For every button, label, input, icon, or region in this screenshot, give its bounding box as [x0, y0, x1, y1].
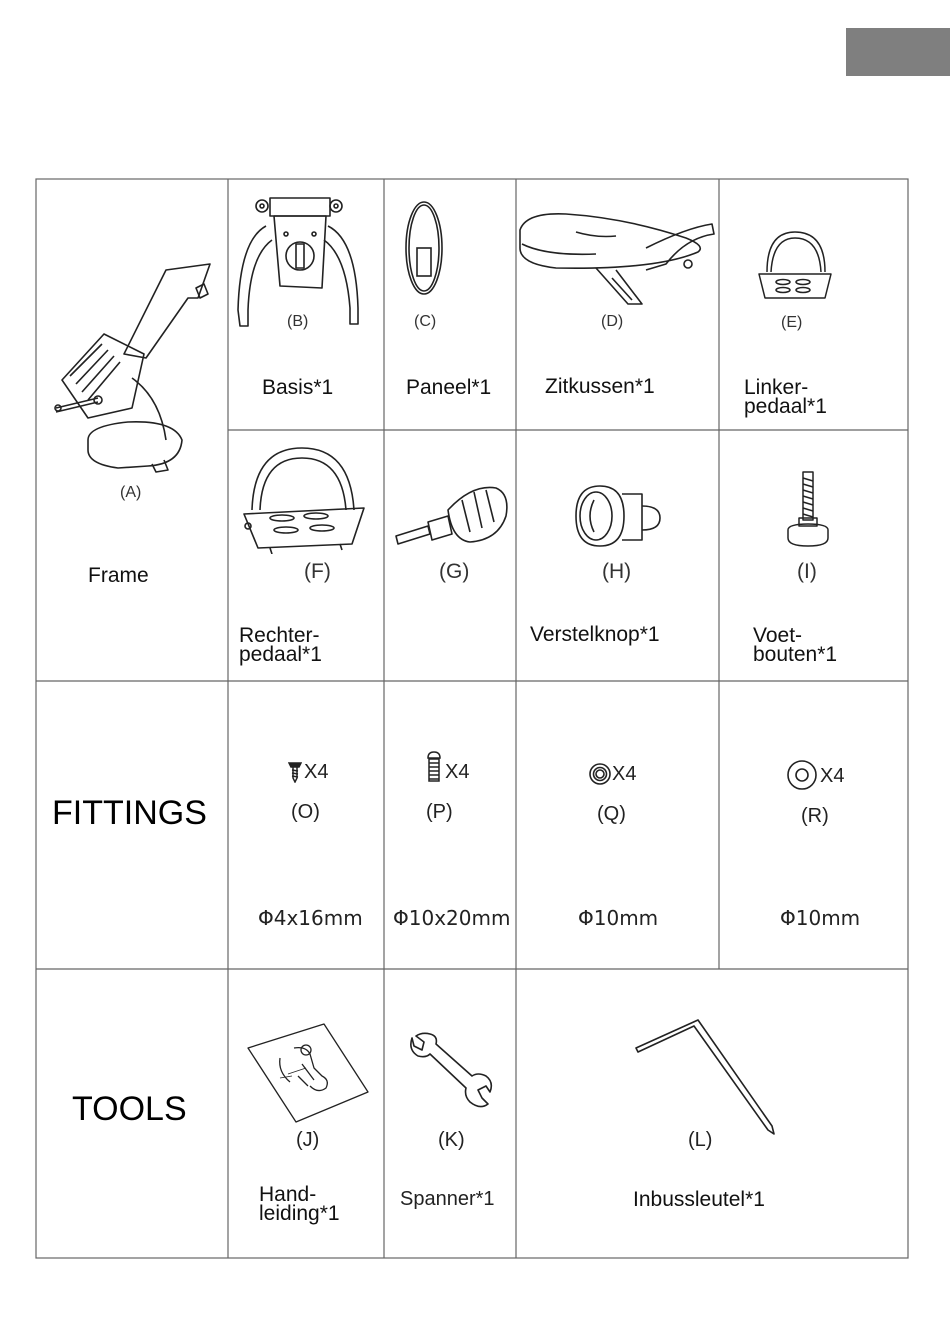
part-h-code: (H)	[602, 560, 632, 583]
screw-icon	[288, 761, 302, 783]
fitting-p-size: Φ10x20mm	[393, 906, 511, 930]
nut-icon	[588, 762, 612, 786]
fitting-o-size: Φ4x16mm	[258, 906, 363, 930]
part-g-code: (G)	[439, 560, 470, 583]
paneel-illustration	[400, 200, 450, 300]
part-b-code: (B)	[287, 313, 309, 330]
part-a-name: Frame	[88, 564, 149, 587]
tool-l-name: Inbussleutel*1	[633, 1188, 765, 1211]
basis-illustration	[230, 190, 370, 330]
washer-icon	[786, 759, 818, 791]
part-i-name: Voet- bouten*1	[753, 624, 838, 666]
frame-illustration	[48, 258, 218, 478]
fitting-r-size: Φ10mm	[780, 906, 861, 930]
part-e-name: Linker- pedaal*1	[744, 376, 827, 418]
part-c-code: (C)	[414, 313, 437, 330]
fitting-p-code: (P)	[426, 801, 453, 823]
tools-heading: TOOLS	[72, 1090, 187, 1128]
fitting-p-qty: X4	[445, 761, 470, 783]
bolt-icon	[426, 750, 442, 784]
verstelknop-illustration	[566, 480, 666, 552]
fitting-q-code: (Q)	[597, 803, 626, 825]
zitkussen-illustration	[516, 208, 718, 318]
fitting-q-size: Φ10mm	[578, 906, 659, 930]
part-f-name: Rechter- pedaal*1	[239, 624, 322, 666]
fitting-o-qty: X4	[304, 761, 329, 783]
voet-bouten-illustration	[784, 468, 834, 550]
fitting-r-code: (R)	[801, 805, 829, 827]
manual-icon	[244, 1020, 370, 1124]
part-a-code: (A)	[120, 484, 142, 501]
fitting-r-qty: X4	[820, 765, 845, 787]
fitting-q-qty: X4	[612, 763, 637, 785]
linker-pedaal-illustration	[755, 228, 835, 304]
part-h-name: Verstelknop*1	[530, 623, 660, 646]
rechter-pedaal-illustration	[240, 444, 370, 554]
tool-k-code: (K)	[438, 1129, 465, 1151]
part-g-illustration	[392, 480, 512, 552]
part-d-name: Zitkussen*1	[545, 375, 655, 398]
allen-key-icon	[630, 1012, 780, 1136]
part-i-code: (I)	[797, 560, 817, 583]
fitting-o-code: (O)	[291, 801, 320, 823]
fittings-heading: FITTINGS	[52, 794, 207, 832]
spanner-icon	[406, 1032, 494, 1112]
tool-l-code: (L)	[688, 1129, 713, 1151]
part-c-name: Paneel*1	[406, 376, 492, 399]
tool-j-code: (J)	[296, 1129, 320, 1151]
tool-j-name: Hand- leiding*1	[259, 1183, 340, 1225]
part-e-code: (E)	[781, 314, 803, 331]
tool-k-name: Spanner*1	[400, 1188, 495, 1210]
part-d-code: (D)	[601, 313, 624, 330]
part-f-code: (F)	[304, 560, 331, 583]
part-b-name: Basis*1	[262, 376, 334, 399]
